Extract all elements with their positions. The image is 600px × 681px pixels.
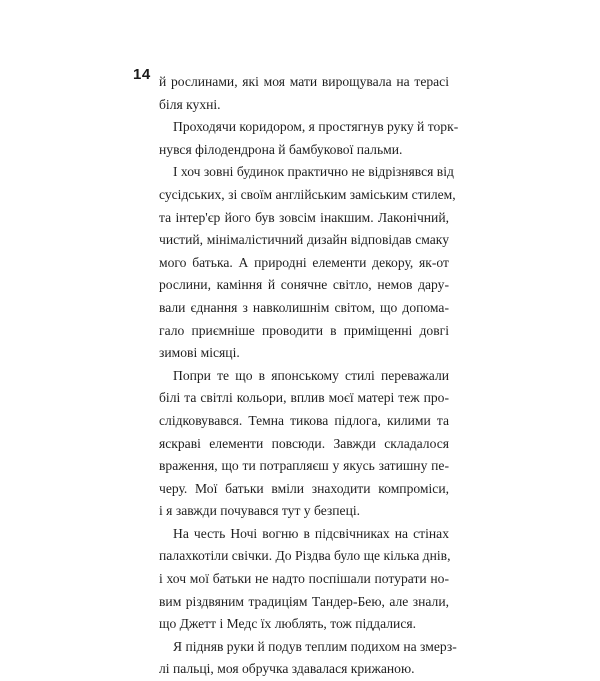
text-line: Проходячи коридором, я простягнув руку й торк- (173, 119, 459, 135)
text-line: палахкотіли свічки. До Різдва було ще кілька днів, (159, 548, 451, 564)
body-text (159, 71, 459, 681)
text-line: зимові місяці. (159, 345, 240, 361)
text-line: та інтер'єр його був зовсім інакшим. Лаконічний, (159, 209, 449, 225)
text-line: біля кухні. (159, 96, 221, 112)
text-line: На честь Ночі вогню в підсвічниках на стінах (173, 525, 449, 541)
text-line: й рослинами, які моя мати вирощувала на терасі (159, 74, 449, 89)
text-line: і хоч мої батьки не надто поспішали потурати но- (159, 571, 449, 587)
text-line: чистий, мінімалістичний дизайн відповідав смаку (159, 232, 449, 248)
text-line: Попри те що в японському стилі переважали (173, 367, 449, 383)
text-line: враження, що ти потрапляєш у якусь затишну пе- (159, 458, 449, 474)
text-line: черу. Мої батьки вміли знаходити компроміси, (159, 480, 449, 496)
text-line: лі пальці, моя обручка здавалася крижаною. (159, 661, 415, 677)
text-line: що Джетт і Медс їх люблять, тож піддалися. (159, 616, 416, 632)
text-line: І хоч зовні будинок практично не відрізнявся від (173, 164, 454, 180)
text-line: вим різдвяним традиціям Тандер-Бею, але знали, (159, 593, 449, 609)
text-line: сусідських, зі своїм англійським заміським стилем, (159, 186, 456, 202)
text-line: Я підняв руки й подув теплим подихом на змерз- (173, 638, 457, 654)
text-line: гало приємніше проводити в приміщенні довгі (159, 322, 449, 338)
text-line: вали єднання з навколишнім світом, що допома- (159, 299, 449, 315)
text-line: білі та світлі кольори, вплив моєї матері теж про- (159, 390, 449, 406)
text-line: мого батька. А природні елементи декору, як-от (159, 254, 449, 270)
page-number: 14 (133, 66, 151, 83)
text-line: яскраві елементи повсюди. Завжди складалося (159, 435, 449, 451)
text-line: слідковувався. Темна тикова підлога, килими та (159, 412, 449, 428)
text-line: нувся філодендрона й бамбукової пальми. (159, 141, 403, 157)
text-line: рослини, каміння й сонячне світло, немов дару- (159, 277, 449, 293)
text-line: і я завжди почувався тут у безпеці. (159, 503, 361, 519)
